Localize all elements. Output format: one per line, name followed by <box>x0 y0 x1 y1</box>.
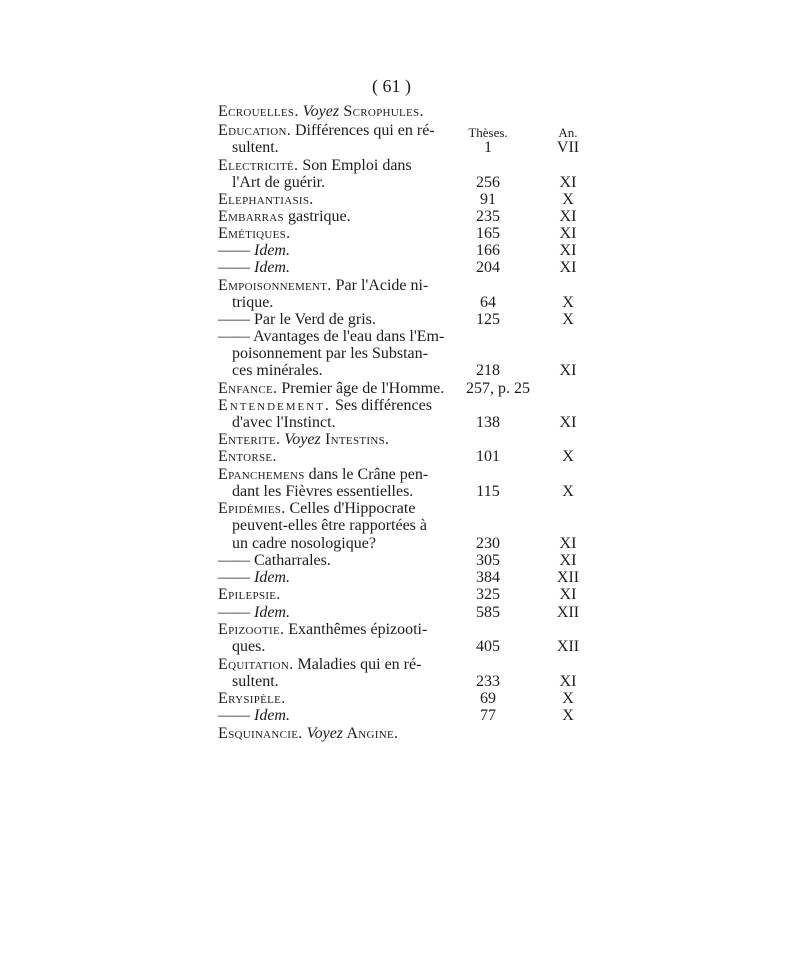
these-number: 69 <box>480 690 496 707</box>
entry-italic: Idem. <box>254 569 290 586</box>
these-number: 101 <box>476 448 500 465</box>
these-number: 585 <box>476 604 500 621</box>
entry-text <box>232 535 376 552</box>
entry-text <box>218 552 331 569</box>
entry-text <box>218 690 286 707</box>
index-entry <box>218 690 588 707</box>
entry-description: dant les Fièvres essentielles. <box>232 483 414 500</box>
index-entry <box>218 586 588 603</box>
an-number: VII <box>556 139 580 156</box>
index-entry <box>218 242 588 259</box>
entry-text <box>218 466 428 483</box>
entry-description: —— <box>218 569 254 586</box>
entry-text <box>218 242 290 259</box>
theses-header: Thèses. <box>468 125 508 140</box>
entry-text <box>218 157 412 174</box>
an-number: X <box>562 311 574 328</box>
entry-description: un cadre nosologique? <box>232 535 376 552</box>
entry-description: Ses différences <box>330 397 432 414</box>
entry-crossref: Scrophules. <box>339 103 424 120</box>
index-entry <box>218 707 588 724</box>
index-entry <box>218 638 588 655</box>
these-number: 138 <box>476 414 500 431</box>
index-entry <box>218 500 588 517</box>
an-number: XI <box>559 414 577 431</box>
these-number: 1 <box>484 139 492 156</box>
these-number: 233 <box>476 673 500 690</box>
entry-headword: Ecrouelles. <box>218 103 299 120</box>
entry-headword: Education. <box>218 122 291 139</box>
entry-description: ces minérales. <box>232 362 323 379</box>
entry-text <box>232 345 428 362</box>
entry-text <box>218 586 281 603</box>
entry-text <box>218 277 428 294</box>
entry-description: Celles d'Hippocrate <box>285 500 416 517</box>
entry-description: dans le Crâne pen- <box>304 466 429 483</box>
entry-text <box>218 569 290 586</box>
entry-italic: Idem. <box>254 707 290 724</box>
these-number: 218 <box>476 362 500 379</box>
an-number: XI <box>559 174 577 191</box>
entry-text <box>218 707 290 724</box>
these-number: 165 <box>476 225 500 242</box>
entry-description: sultent. <box>232 673 279 690</box>
an-number: XI <box>559 586 577 603</box>
entry-description: l'Art de guérir. <box>232 174 326 191</box>
an-number: XII <box>556 604 580 621</box>
entry-headword: Epidémies. <box>218 500 286 517</box>
these-number: 64 <box>480 294 496 311</box>
entry-description: Premier âge de l'Homme. <box>277 380 445 397</box>
entry-italic: Voyez <box>306 725 344 742</box>
an-number: XI <box>559 552 577 569</box>
entry-description: Maladies qui en ré- <box>293 656 422 673</box>
index-entry <box>218 311 588 328</box>
index-entry <box>218 673 588 690</box>
an-number: XII <box>556 638 580 655</box>
index-entry <box>218 277 588 294</box>
these-number: 257, p. 25 <box>466 380 530 397</box>
entry-text <box>218 397 432 414</box>
an-header: An. <box>558 125 578 140</box>
entry-text <box>232 362 323 379</box>
page-number: ( 61 ) <box>372 76 411 96</box>
index-entry <box>218 552 588 569</box>
index-entry <box>218 362 588 379</box>
entry-description: d'avec l'Instinct. <box>232 414 336 431</box>
entry-description: —— <box>218 242 254 259</box>
index-entry <box>218 414 588 431</box>
an-number: XI <box>559 208 577 225</box>
these-number: 256 <box>476 174 500 191</box>
entry-crossref: Angine. <box>343 725 399 742</box>
index-entry <box>218 448 588 465</box>
entry-headword: Epanchemens <box>218 466 305 483</box>
entry-description: peuvent-elles être rapportées à <box>232 517 428 534</box>
entry-text <box>218 431 389 448</box>
entry-description: —— <box>218 604 254 621</box>
entry-headword: Elephantiasis. <box>218 191 314 208</box>
index-entry <box>218 535 588 552</box>
entry-description: ques. <box>232 638 266 655</box>
entry-description: gastrique. <box>283 208 351 225</box>
index-entry <box>218 345 588 362</box>
entry-text <box>218 122 435 139</box>
index-entry <box>218 208 588 225</box>
entry-headword: Enfance. <box>218 380 278 397</box>
index-entry <box>218 466 588 483</box>
index-entry <box>218 294 588 311</box>
these-number: 235 <box>476 208 500 225</box>
index-entry <box>218 191 588 208</box>
an-number: X <box>562 707 574 724</box>
an-number: XI <box>559 362 577 379</box>
index-entry <box>218 380 588 397</box>
an-number: XI <box>559 242 577 259</box>
index-entry <box>218 328 588 345</box>
entry-text <box>218 621 427 638</box>
entry-italic: Idem. <box>254 604 290 621</box>
entry-description: —— Catharrales. <box>218 552 331 569</box>
entry-headword: Empoisonnement. <box>218 277 332 294</box>
entry-text <box>232 673 279 690</box>
entry-text <box>218 500 415 517</box>
entry-headword: Epilepsie. <box>218 586 281 603</box>
entry-description: —— Avantages de l'eau dans l'Em- <box>218 328 445 345</box>
entry-headword: Equitation. <box>218 656 294 673</box>
an-number: X <box>562 690 574 707</box>
entry-text <box>232 483 413 500</box>
entry-headword: Epizootie. <box>218 621 285 638</box>
index-entry <box>218 139 588 156</box>
an-number: X <box>562 191 574 208</box>
these-number: 405 <box>476 638 500 655</box>
index-entry <box>218 157 588 174</box>
entry-italic: Idem. <box>254 242 290 259</box>
these-number: 91 <box>480 191 496 208</box>
index-entry <box>218 656 588 673</box>
index-entry <box>218 569 588 586</box>
entry-headword: Enterite. <box>218 431 281 448</box>
entry-italic: Idem. <box>254 259 290 276</box>
entry-description: sultent. <box>232 139 279 156</box>
an-number: X <box>562 483 574 500</box>
index-entry <box>218 621 588 638</box>
an-number: XI <box>559 535 577 552</box>
entry-description: —— Par le Verd de gris. <box>218 311 376 328</box>
entry-text <box>218 225 290 242</box>
entry-crossref: Intestins. <box>320 431 390 448</box>
entry-text <box>218 380 444 397</box>
an-number: XI <box>559 225 577 242</box>
entry-headword: Entendement. <box>218 397 331 414</box>
entry-text <box>232 294 273 311</box>
an-number: X <box>562 448 574 465</box>
entry-text <box>218 311 376 328</box>
entry-headword: Electricité. <box>218 157 299 174</box>
these-number: 325 <box>476 586 500 603</box>
these-number: 384 <box>476 569 500 586</box>
entry-text <box>232 139 279 156</box>
index-entry <box>218 174 588 191</box>
entry-text <box>218 259 290 276</box>
entry-headword: Erysipèle. <box>218 690 286 707</box>
entry-italic: Voyez <box>302 103 340 120</box>
entry-headword: Esquinancie. <box>218 725 303 742</box>
entry-text <box>218 656 421 673</box>
an-number: XI <box>559 259 577 276</box>
these-number: 77 <box>480 707 496 724</box>
entry-description: —— <box>218 707 254 724</box>
entry-text <box>218 328 444 345</box>
these-number: 230 <box>476 535 500 552</box>
entry-description: Exanthêmes épizooti- <box>284 621 428 638</box>
entry-text <box>218 725 398 742</box>
index-entry <box>218 483 588 500</box>
these-number: 204 <box>476 259 500 276</box>
entry-headword: Emétiques. <box>218 225 291 242</box>
index-entry <box>218 122 588 139</box>
entry-italic: Voyez <box>284 431 321 448</box>
index-entry <box>218 431 588 448</box>
entry-description: Par l'Acide ni- <box>331 277 429 294</box>
entry-description: trique. <box>232 294 274 311</box>
these-number: 115 <box>476 483 500 500</box>
these-number: 305 <box>476 552 500 569</box>
an-number: X <box>562 294 574 311</box>
index-entry <box>218 397 588 414</box>
index-entry <box>218 103 588 120</box>
entry-headword: Entorse. <box>218 448 277 465</box>
entry-text <box>232 638 265 655</box>
index-entry <box>218 725 588 742</box>
these-number: 166 <box>476 242 500 259</box>
index-entry <box>218 517 588 534</box>
these-number: 125 <box>476 311 500 328</box>
an-number: XI <box>559 673 577 690</box>
entry-text <box>218 208 351 225</box>
entry-text <box>218 191 314 208</box>
entry-headword: Embarras <box>218 208 284 225</box>
entry-description: poisonnement par les Substan- <box>232 345 428 362</box>
entry-description: Son Emploi dans <box>298 157 412 174</box>
entry-description: Différences qui en ré- <box>291 122 435 139</box>
entry-description: —— <box>218 259 254 276</box>
index-entry <box>218 259 588 276</box>
entry-text <box>232 174 325 191</box>
index-entry <box>218 604 588 621</box>
index-entry <box>218 225 588 242</box>
entry-text <box>218 448 277 465</box>
entry-text <box>218 604 290 621</box>
entry-text <box>218 103 424 120</box>
an-number: XII <box>556 569 580 586</box>
entry-text <box>232 414 336 431</box>
entry-text <box>232 517 427 534</box>
